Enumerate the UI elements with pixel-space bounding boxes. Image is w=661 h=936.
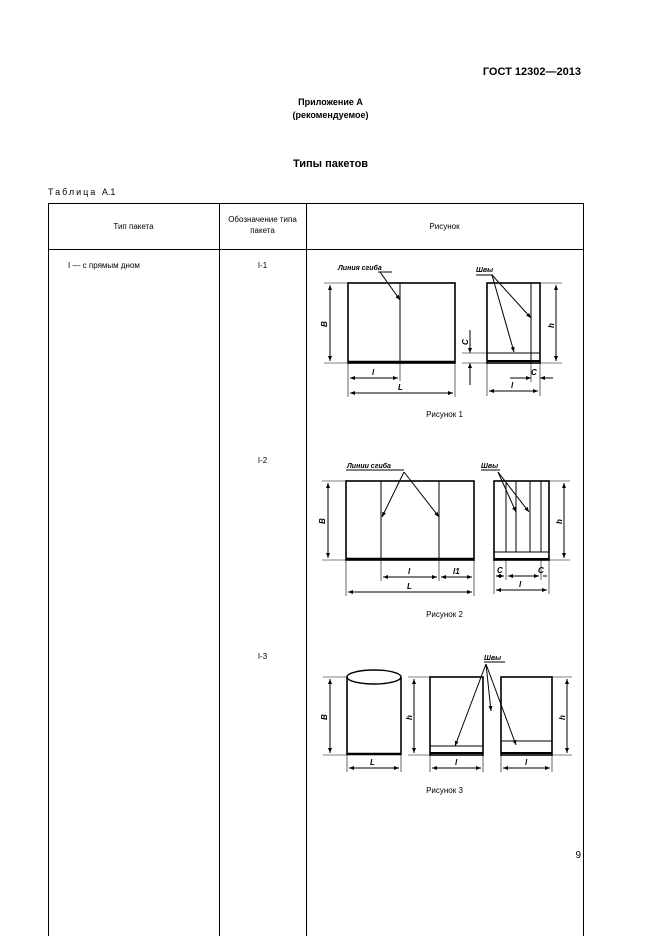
fig2-dim-C-right: C [538, 566, 544, 575]
figure-3-drawing [323, 662, 572, 772]
fig2-dim-l-side: l [519, 580, 522, 589]
fig1-seams-label: Швы [476, 267, 494, 274]
section-title: Типы пакетов [292, 158, 369, 170]
fig3-dim-l-right: l [525, 758, 528, 767]
fig2-dim-h: h [555, 519, 564, 524]
fig3-dim-B: B [320, 714, 329, 720]
table-caption-number: А.1 [101, 187, 116, 197]
fig3-dim-h-right: h [558, 715, 567, 720]
header-figure: Рисунок [429, 222, 460, 231]
page-number: 9 [575, 850, 581, 861]
designation-i2: I-2 [257, 456, 268, 465]
fig1-dim-L: L [398, 383, 403, 392]
fig2-dim-l1: l1 [453, 567, 460, 576]
fig2-dim-C-left: C [497, 566, 503, 575]
appendix-title: Приложение А [298, 97, 363, 107]
fig1-dim-C-vertical: C [461, 339, 470, 345]
type-label: I — с прямым дном [68, 261, 140, 270]
designation-i3: I-3 [257, 652, 268, 661]
table-caption-label: Таблица [48, 187, 98, 197]
fig1-dim-l: l [372, 368, 375, 377]
caption-figure-2: Рисунок 2 [426, 610, 463, 619]
header-type: Тип пакета [113, 222, 154, 231]
figure-2-drawing [322, 470, 570, 596]
fig3-dim-L: L [370, 758, 375, 767]
fig1-fold-line-label: Линия сгиба [338, 265, 382, 272]
fig2-dim-B: B [318, 518, 327, 524]
header-designation-line2: пакета [250, 226, 275, 235]
header-designation-line1: Обозначение типа [228, 215, 297, 224]
fig3-seams-label: Швы [484, 655, 502, 662]
fig2-fold-lines-label: Линии сгиба [347, 463, 391, 470]
designation-i1: I-1 [257, 261, 268, 270]
fig3-dim-l-middle: l [455, 758, 458, 767]
fig1-dim-l-side: l [511, 381, 514, 390]
appendix-subtitle: (рекомендуемое) [292, 110, 369, 120]
fig3-dim-h-middle: h [405, 715, 414, 720]
fig1-dim-h: h [547, 323, 556, 328]
standard-number: ГОСТ 12302—2013 [482, 66, 581, 78]
figure-1-drawing [324, 272, 562, 397]
fig1-dim-C: C [531, 368, 537, 377]
fig2-dim-L: L [407, 582, 412, 591]
fig2-seams-label: Швы [481, 463, 499, 470]
caption-figure-3: Рисунок 3 [426, 786, 463, 795]
fig2-dim-l: l [408, 567, 411, 576]
fig1-dim-B: B [320, 321, 329, 327]
caption-figure-1: Рисунок 1 [426, 410, 463, 419]
